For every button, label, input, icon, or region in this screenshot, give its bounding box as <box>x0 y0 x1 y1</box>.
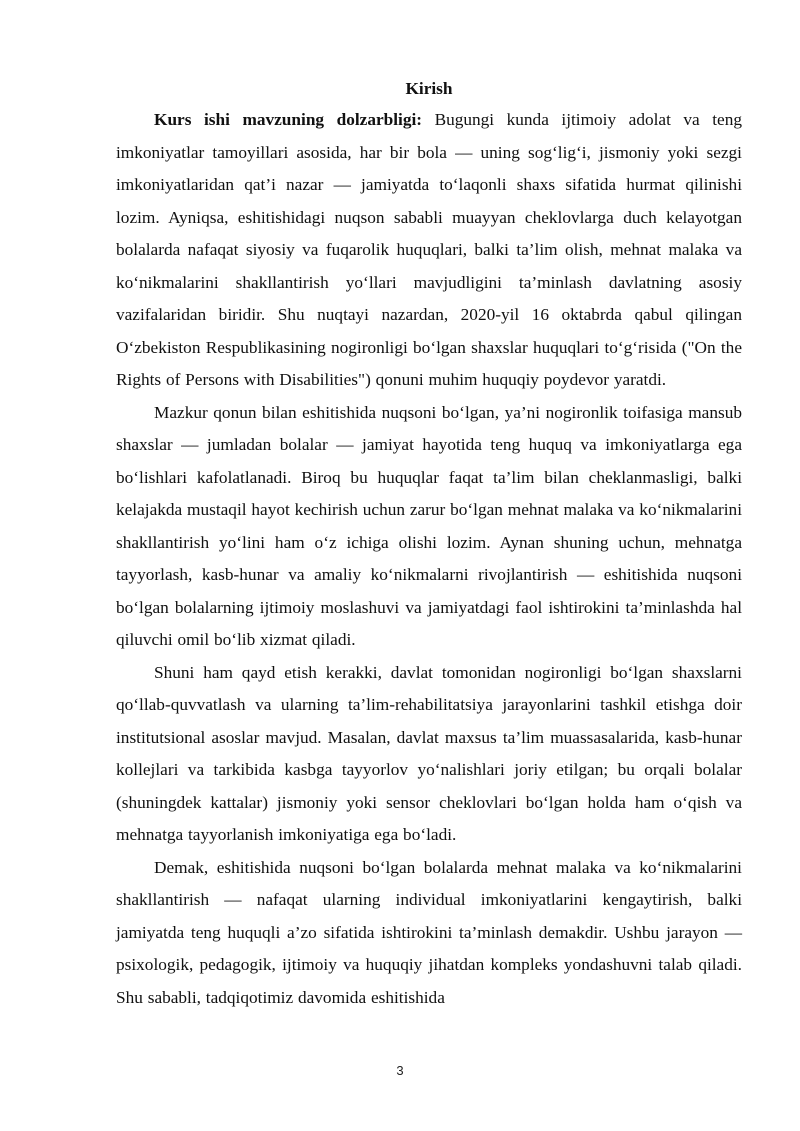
paragraph-4: Demak, eshitishida nuqsoni bo‘lgan bolalarda mehnat malaka va ko‘nikmalarini shakllantirish — nafaqat ularning individual imkoniyatlarini kengaytirish, balki jamiyatda teng huquqli a’zo sifatida ishtirokini ta’minlash demakdir. Ushbu jarayon — psixologik, pedagogik, ijtimoiy va huquqiy jihatdan kompleks yondashuvni talab qiladi. Shu sababli, tadqiqotimiz davomida eshitishida <box>116 857 742 1007</box>
paragraph-2: Mazkur qonun bilan eshitishida nuqsoni bo‘lgan, ya’ni nogironlik toifasiga mansub shaxslar — jumladan bolalar — jamiyat hayotida teng huquq va imkoniyatlarga ega bo‘lishlari kafolatlanadi. Biroq bu huquqlar faqat ta’lim bilan cheklanmasligi, balki kelajakda mustaqil hayot kechirish uchun zarur bo‘lgan mehnat malaka va ko‘nikmalarini shakllantirish yo‘lini ham o‘z ichiga olishi lozim. Aynan shuning uchun, mehnatga tayyorlash, kasb-hunar va amaliy ko‘nikmalarni rivojlantirish — eshitishida nuqsoni bo‘lgan bolalarning ijtimoiy moslashuvi va jamiyatdagi faol ishtirokini ta’minlashda hal qiluvchi omil bo‘lib xizmat qiladi. <box>116 402 742 649</box>
page-body <box>116 75 742 1014</box>
paragraph-lead: Kurs ishi mavzuning dolzarbligi: <box>154 110 423 129</box>
page-number: 3 <box>396 1063 404 1078</box>
paragraph-1 <box>116 104 742 397</box>
paragraph-text: Bugungi kunda ijtimoiy adolat va teng imkoniyatlar tamoyillari asosida, har bir bola — uning sog‘lig‘i, jismoniy yoki sezgi imkoniyatlaridan qat’i nazar — jamiyatda to‘laqonli shaxs sifatida hurmat qilinishi lozim. Ayniqsa, eshitishidagi nuqson sababli muayyan cheklovlarga duch kelayotgan bolalarda nafaqat siyosiy va fuqarolik huquqlari, balki ta’lim olish, mehnat malaka va ko‘nikmalarini shakllantirish yo‘llari mavjudligini ta’minlash davlatning asosiy vazifalaridan biridir. Shu nuqtayi nazardan, 2020-yil 16 oktabrda qabul qilingan O‘zbekiston Respublikasining nogironligi bo‘lgan shaxslar huquqlari to‘g‘risida ("On the Rights of Persons with Disabilities") qonuni muhim huquqiy poydevor yaratdi. <box>116 110 742 389</box>
paragraph-3: Shuni ham qayd etish kerakki, davlat tomonidan nogironligi bo‘lgan shaxslarni qo‘llab-quvvatlash va ularning ta’lim-rehabilitatsiya jarayonlarini tashkil etishga doir institutsional asoslar mavjud. Masalan, davlat maxsus ta’lim muassasalarida, kasb-hunar kollejlari va tarkibida kasbga tayyorlov yo‘nalishlari joriy etilgan; bu orqali bolalar (shuningdek kattalar) jismoniy yoki sensor cheklovlari bo‘lgan holda ham o‘qish va mehnatga tayyorlanish imkoniyatiga ega bo‘ladi. <box>116 662 742 844</box>
section-title: Kirish <box>405 79 453 98</box>
